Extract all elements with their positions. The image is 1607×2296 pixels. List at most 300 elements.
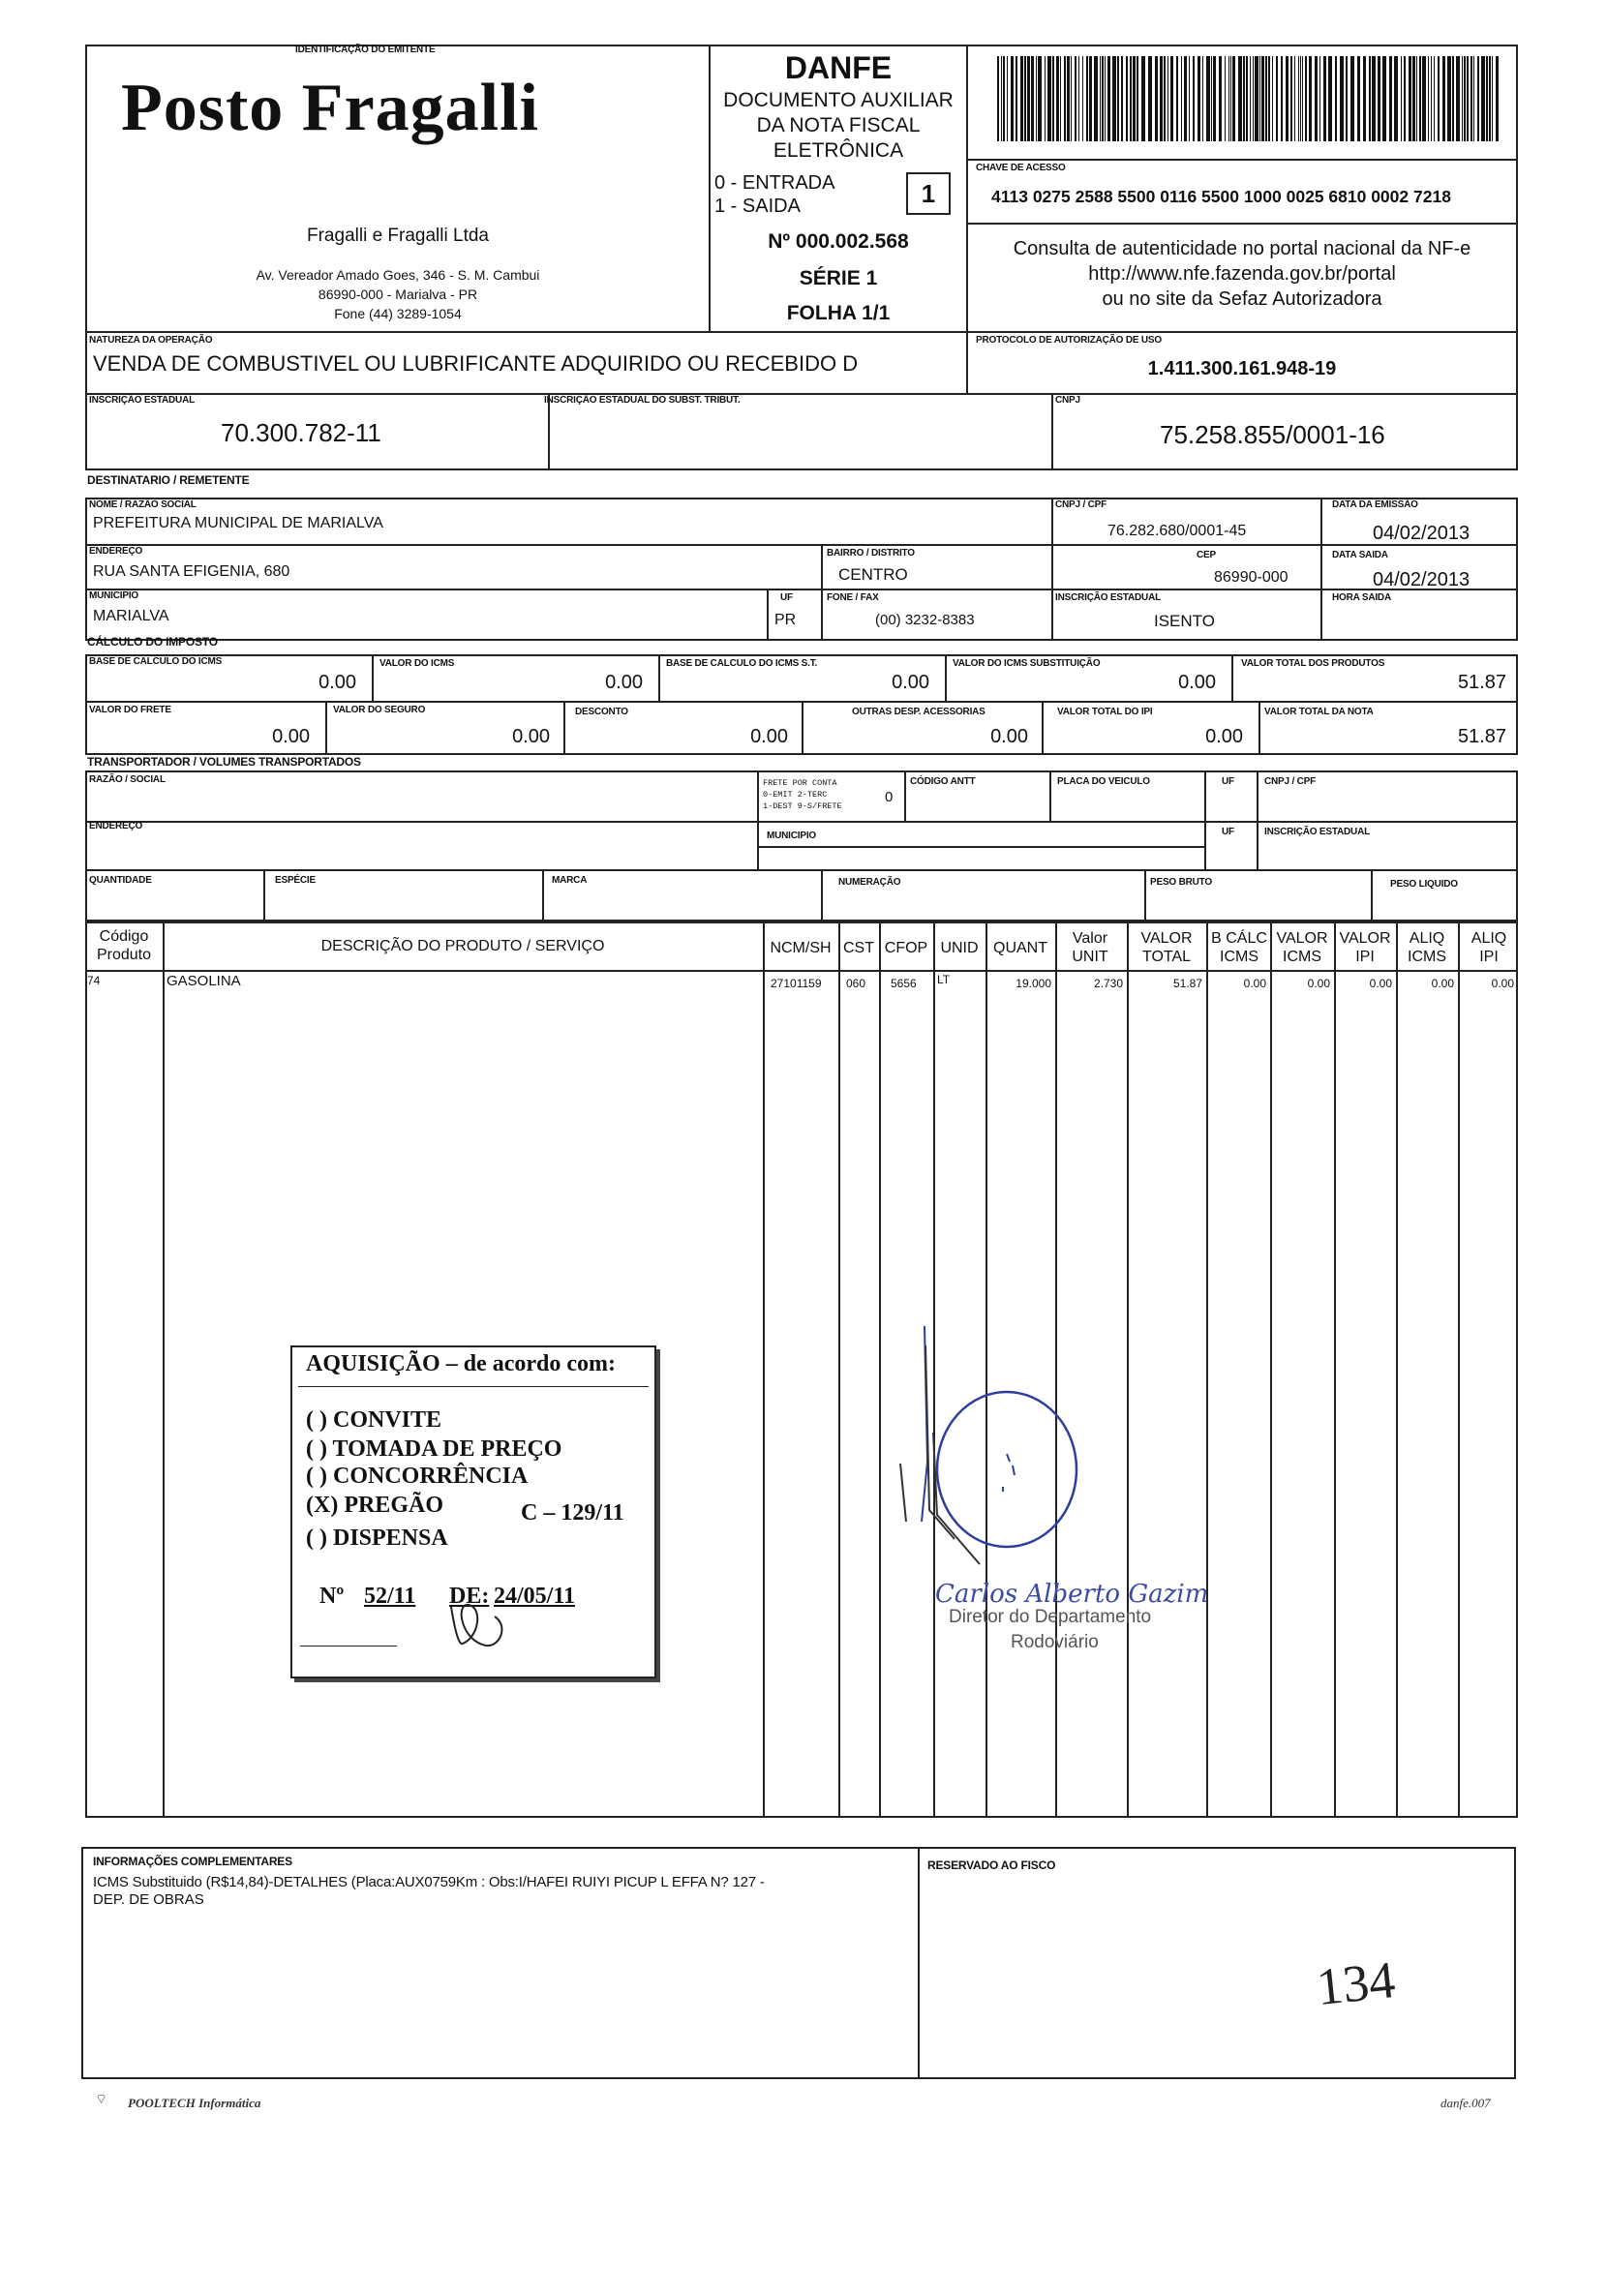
barcode-bar (1211, 56, 1212, 141)
ipi-label: VALOR TOTAL DO IPI (1057, 707, 1153, 717)
barcode-bar (1167, 56, 1168, 141)
frete-conta-2: 0-EMIT 2-TERC (763, 790, 828, 800)
col-line-12 (1396, 921, 1398, 1818)
barcode-bar (1438, 56, 1440, 141)
wifi-icon: ⌔ (95, 2091, 108, 2106)
inscricao-value: 70.300.782-11 (221, 418, 381, 447)
barcode-bar (1148, 56, 1152, 141)
barcode-bar (1492, 56, 1493, 141)
transp-v3 (1049, 770, 1051, 821)
vol-v2 (542, 869, 544, 921)
barcode-bar (1409, 56, 1411, 141)
row-valor-total: 51.87 (1172, 977, 1202, 990)
barcode-bar (1071, 56, 1072, 141)
barcode-bar (1416, 56, 1417, 141)
barcode-bar (1089, 56, 1092, 141)
danfe-serie: SÉRIE 1 (799, 267, 878, 289)
natureza-value: VENDA DE COMBUSTIVEL OU LUBRIFICANTE ADQUIRIDO OU RECEBIDO D (93, 351, 859, 376)
row-valor-icms: 0.00 (1307, 977, 1330, 990)
barcode-bar (1176, 56, 1178, 141)
barcode-bar (1464, 56, 1466, 141)
destinatario-section-label: DESTINATARIO / REMETENTE (87, 473, 250, 487)
fisco-label: RESERVADO AO FISCO (927, 1858, 1056, 1872)
barcode-bar (1036, 56, 1037, 141)
frete-conta-1: FRETE POR CONTA (763, 778, 837, 788)
barcode-bar (1401, 56, 1402, 141)
informacoes-line2: DEP. DE OBRAS (93, 1891, 204, 1908)
barcode-bar (1357, 56, 1360, 141)
stamp-numero: 52/11 (364, 1584, 416, 1609)
total-produtos-label: VALOR TOTAL DOS PRODUTOS (1241, 658, 1385, 669)
transp-row-line (85, 821, 1518, 823)
valor-st-label: VALOR DO ICMS SUBSTITUIÇÃO (953, 658, 1101, 669)
dest-cnpj: 76.282.680/0001-45 (1107, 523, 1247, 539)
barcode-bar (1431, 56, 1432, 141)
barcode-bar (1206, 56, 1210, 141)
dest-row-line-1 (85, 544, 1518, 546)
barcode-bar (1117, 56, 1119, 141)
barcode-bar (1052, 56, 1054, 141)
danfe-tipo-box: 1 (906, 172, 951, 215)
col-line-11 (1334, 921, 1336, 1818)
dest-cep: 86990-000 (1214, 569, 1289, 586)
danfe-line2: DA NOTA FISCAL (756, 114, 921, 136)
barcode-bar (1372, 56, 1376, 141)
barcode-bar (1315, 56, 1318, 141)
imposto-section-label: CÁLCULO DO IMPOSTO (87, 635, 218, 649)
barcode-bar (1243, 56, 1245, 141)
barcode-bar (1082, 56, 1083, 141)
th-valor-unit: Valor UNIT (1072, 930, 1108, 965)
transp-ie-label: INSCRIÇÃO ESTADUAL (1264, 827, 1370, 837)
barcode-bar (1265, 56, 1267, 141)
th-aliq-ipi: ALIQ IPI (1471, 930, 1507, 965)
barcode-bar (1121, 56, 1123, 141)
dest-ie-label: INSCRIÇÃO ESTADUAL (1055, 592, 1161, 603)
barcode-bar (1290, 56, 1292, 141)
produtos-header-line (85, 970, 1518, 972)
desconto-value: 0.00 (750, 726, 788, 747)
dest-uf: PR (774, 612, 797, 628)
stamp-initials-scribble (441, 1587, 519, 1655)
consulta-line1: Consulta de autenticidade no portal nacional da NF-e (1013, 238, 1471, 259)
barcode-bar (1300, 56, 1301, 141)
barcode-bar (1137, 56, 1138, 141)
row-valor-unit: 2.730 (1093, 977, 1123, 990)
barcode-bar (1286, 56, 1289, 141)
signature-name: Carlos Alberto Gazim (935, 1580, 1209, 1609)
barcode-bar (1112, 56, 1116, 141)
chave-value: 4113 0275 2588 5500 0116 5500 1000 0025 6810 0002 7218 (991, 187, 1451, 206)
barcode-bar (1255, 56, 1258, 141)
dest-row-line-2 (85, 589, 1518, 590)
barcode-bar (1181, 56, 1182, 141)
row-valor-ipi: 0.00 (1369, 977, 1392, 990)
th-aliq-icms: ALIQ ICMS (1408, 930, 1446, 965)
barcode-bar (1298, 56, 1299, 141)
barcode-bar (1261, 56, 1264, 141)
barcode-bar (1164, 56, 1166, 141)
emitente-phone: Fone (44) 3289-1054 (334, 306, 462, 321)
dest-fone: (00) 3232-8383 (875, 612, 975, 628)
barcode-bar (1467, 56, 1469, 141)
th-valor-icms: VALOR ICMS (1276, 930, 1328, 965)
barcode-bar (1020, 56, 1023, 141)
col-line-9 (1206, 921, 1208, 1818)
barcode-bar (1412, 56, 1415, 141)
dest-vline-fone (821, 589, 823, 641)
stamp-opt-concorrencia: ( ) CONCORRÊNCIA (306, 1464, 529, 1489)
emitente-company: Fragalli e Fragalli Ltda (307, 226, 489, 246)
dest-bairro-label: BAIRRO / DISTRITO (827, 548, 915, 559)
barcode-bar (1419, 56, 1421, 141)
transp-municipio-label: MUNICIPIO (767, 831, 816, 841)
barcode-bar (1350, 56, 1354, 141)
dest-municipio-label: MUNICIPIO (89, 590, 138, 601)
dest-vline-cnpj (1051, 498, 1053, 641)
barcode-bar (1477, 56, 1479, 141)
barcode-bar (1141, 56, 1145, 141)
dest-nome-label: NOME / RAZÃO SOCIAL (89, 499, 197, 510)
seguro-label: VALOR DO SEGURO (333, 705, 426, 715)
barcode-bar (1155, 56, 1158, 141)
seguro-value: 0.00 (512, 726, 550, 747)
barcode-bar (1003, 56, 1005, 141)
row-bc-icms: 0.00 (1243, 977, 1266, 990)
total-produtos-value: 51.87 (1457, 672, 1506, 693)
transp-endereco-label: ENDEREÇO (89, 821, 143, 831)
especie-label: ESPÉCIE (275, 875, 316, 886)
barcode-bar (1102, 56, 1104, 141)
barcode-bar (1328, 56, 1332, 141)
outras-label: OUTRAS DESP. ACESSORIAS (852, 707, 985, 717)
handwritten-number: 134 (1314, 1949, 1398, 2017)
barcode-bar (1016, 56, 1017, 141)
barcode-bar (1305, 56, 1307, 141)
stamp-title: AQUISIÇÃO – de acordo com: (306, 1351, 616, 1376)
dest-cep-label: CEP (1197, 550, 1216, 560)
consulta-url: http://www.nfe.fazenda.gov.br/portal (1088, 263, 1396, 285)
barcode-bar (1130, 56, 1132, 141)
barcode-bar (1276, 56, 1278, 141)
barcode-bar (1086, 56, 1088, 141)
barcode-bar (1272, 56, 1273, 141)
row-codigo: 74 (87, 974, 101, 987)
transp-v4 (1204, 770, 1206, 871)
total-nota-value: 51.87 (1457, 726, 1506, 747)
barcode-bar (1105, 56, 1106, 141)
barcode-bar (1486, 56, 1488, 141)
barcode-bar (1250, 56, 1251, 141)
barcode-bar (1281, 56, 1283, 141)
danfe-numero: Nº 000.002.568 (768, 230, 909, 253)
inscricao-label: INSCRIÇÃO ESTADUAL (89, 395, 195, 406)
vol-v3 (821, 869, 823, 921)
placa-label: PLACA DO VEICULO (1057, 776, 1150, 787)
desconto-label: DESCONTO (575, 707, 628, 717)
barcode-bar (1447, 56, 1451, 141)
transp-uf2-label: UF (1222, 827, 1234, 837)
barcode-bar (1024, 56, 1026, 141)
consulta-line3: ou no site da Sefaz Autorizadora (1102, 288, 1382, 310)
barcode-bar (1268, 56, 1270, 141)
row-cfop: 5656 (891, 977, 917, 990)
emitente-address2: 86990-000 - Marialva - PR (318, 287, 478, 302)
row-unid: LT (937, 973, 951, 986)
barcode-bar (1238, 56, 1242, 141)
barcode-bar (1294, 56, 1295, 141)
stamp-pregao-ref: C – 129/11 (521, 1500, 624, 1526)
base-icms-value: 0.00 (318, 672, 356, 693)
danfe-entrada: 0 - ENTRADA (714, 172, 835, 194)
stamp-opt-tomada: ( ) TOMADA DE PREÇO (306, 1436, 562, 1462)
ipi-value: 0.00 (1205, 726, 1243, 747)
barcode (997, 56, 1499, 141)
barcode-bar (1038, 56, 1042, 141)
brand-logo: Posto Fragalli (121, 71, 539, 145)
barcode-bar (1462, 56, 1463, 141)
barcode-bar (1323, 56, 1326, 141)
footer-left: POOLTECH Informática (128, 2096, 261, 2110)
th-valor-ipi: VALOR IPI (1339, 930, 1391, 965)
barcode-bar (1309, 56, 1312, 141)
barcode-bar (1369, 56, 1371, 141)
footer-right: danfe.007 (1440, 2096, 1491, 2110)
barcode-bar (1133, 56, 1136, 141)
danfe-saida: 1 - SAIDA (714, 196, 801, 217)
dest-saida-label: DATA SAIDA (1332, 550, 1388, 560)
stamp-opt-pregao: (X) PREGÃO (306, 1493, 443, 1518)
dest-cnpj-label: CNPJ / CPF (1055, 499, 1107, 510)
th-cfop: CFOP (884, 940, 928, 956)
signature-mark (813, 1316, 1123, 1587)
barcode-bar (1232, 56, 1235, 141)
row-aliq-icms: 0.00 (1431, 977, 1454, 990)
barcode-bar (1335, 56, 1337, 141)
th-descricao: DESCRIÇÃO DO PRODUTO / SERVIÇO (320, 938, 605, 954)
barcode-bar (1496, 56, 1499, 141)
peso-bruto-label: PESO BRUTO (1150, 877, 1212, 888)
barcode-bar (1394, 56, 1398, 141)
vol-v1 (263, 869, 265, 921)
barcode-bar (1225, 56, 1226, 141)
dest-vline-uf (767, 589, 769, 641)
dest-saida: 04/02/2013 (1373, 569, 1471, 590)
barcode-bar (1302, 56, 1303, 141)
numeracao-label: NUMERAÇÃO (838, 877, 901, 888)
transportador-section-label: TRANSPORTADOR / VOLUMES TRANSPORTADOS (87, 755, 361, 769)
row-descricao: GASOLINA (167, 973, 241, 989)
barcode-bar (1319, 56, 1320, 141)
barcode-bar (1389, 56, 1392, 141)
barcode-bar (997, 56, 999, 141)
valor-icms-label: VALOR DO ICMS (379, 658, 455, 669)
barcode-bar (1202, 56, 1203, 141)
barcode-bar (1094, 56, 1098, 141)
barcode-bar (1126, 56, 1128, 141)
barcode-bar (1473, 56, 1474, 141)
barcode-bar (1107, 56, 1110, 141)
th-ncm: NCM/SH (770, 940, 832, 956)
transp-v1 (757, 770, 759, 871)
dest-endereco-label: ENDEREÇO (89, 546, 143, 557)
dest-endereco: RUA SANTA EFIGENIA, 680 (93, 563, 290, 580)
frete-conta-value: 0 (885, 789, 894, 805)
barcode-bar (1382, 56, 1386, 141)
th-quant: QUANT (993, 940, 1047, 956)
dest-emissao: 04/02/2013 (1373, 523, 1471, 544)
stamp-opt-dispensa: ( ) DISPENSA (306, 1526, 448, 1551)
quantidade-label: QUANTIDADE (89, 875, 152, 886)
emitente-section-label: IDENTIFICAÇÃO DO EMITENTE (295, 45, 436, 55)
stamp-opt-convite: ( ) CONVITE (306, 1407, 442, 1433)
frete-conta-3: 1-DEST 9-S/FRETE (763, 801, 842, 811)
barcode-bar (1047, 56, 1051, 141)
dest-nome: PREFEITURA MUNICIPAL DE MARIALVA (93, 515, 383, 531)
transp-v2 (904, 770, 906, 821)
dest-fone-label: FONE / FAX (827, 592, 879, 603)
barcode-bar (1259, 56, 1260, 141)
outras-value: 0.00 (990, 726, 1028, 747)
row-ncm: 27101159 (771, 977, 822, 990)
barcode-bar (1363, 56, 1366, 141)
transp-v5 (1257, 770, 1258, 871)
barcode-bar (1434, 56, 1435, 141)
col-line-2 (763, 921, 765, 1818)
dest-bairro: CENTRO (838, 565, 908, 584)
frete-value: 0.00 (272, 726, 310, 747)
barcode-bar (1404, 56, 1406, 141)
barcode-bar (1481, 56, 1485, 141)
danfe-folha: FOLHA 1/1 (786, 302, 891, 324)
protocolo-value: 1.411.300.161.948-19 (1147, 358, 1337, 379)
inscricao-subst-label: INSCRIÇÃO ESTADUAL DO SUBST. TRIBUT. (544, 395, 741, 406)
barcode-bar (1471, 56, 1472, 141)
base-icms-label: BASE DE CALCULO DO ICMS (89, 656, 223, 667)
barcode-bar (1428, 56, 1429, 141)
barcode-bar (1045, 56, 1046, 141)
row-quant: 19.000 (1016, 977, 1051, 990)
barcode-bar (1001, 56, 1002, 141)
barcode-bar (1456, 56, 1460, 141)
barcode-bar (1075, 56, 1076, 141)
antt-label: CÓDIGO ANTT (910, 776, 976, 787)
valor-icms-value: 0.00 (605, 672, 643, 693)
signature-role1: Diretor do Departamento (949, 1607, 1152, 1627)
row-cst: 060 (846, 977, 866, 990)
stamp-numero-prefix: Nº (319, 1584, 345, 1609)
natureza-label: NATUREZA DA OPERAÇÃO (89, 335, 213, 346)
barcode-bar (1442, 56, 1445, 141)
barcode-bar (1253, 56, 1254, 141)
dest-emissao-label: DATA DA EMISSÃO (1332, 499, 1418, 510)
barcode-bar (1100, 56, 1101, 141)
barcode-bar (1011, 56, 1014, 141)
fisco-box (918, 1847, 1516, 2079)
stamp-data-prefix: DE: (449, 1584, 490, 1609)
th-codigo: Código Produto (96, 928, 152, 963)
frete-label: VALOR DO FRETE (89, 705, 171, 715)
barcode-bar (1246, 56, 1248, 141)
barcode-bar (1213, 56, 1216, 141)
dest-hora-label: HORA SAIDA (1332, 592, 1391, 603)
barcode-bar (1198, 56, 1200, 141)
danfe-line3: ELETRÔNICA (773, 139, 904, 162)
barcode-bar (1193, 56, 1195, 141)
dest-municipio: MARIALVA (93, 608, 169, 624)
barcode-bar (1230, 56, 1231, 141)
barcode-bar (1346, 56, 1348, 141)
col-line-8 (1127, 921, 1129, 1818)
transp-municipio-line (757, 846, 1204, 848)
dest-vline-date (1320, 498, 1322, 641)
th-cst: CST (843, 940, 874, 956)
informacoes-line1: ICMS Substituido (R$14,84)-DETALHES (Placa:AUX0759Km : Obs:I/HAFEI RUIYI PICUP L EFFA N? 127 - (93, 1874, 765, 1890)
base-st-label: BASE DE CALCULO DO ICMS S.T. (666, 658, 818, 669)
barcode-bar (1422, 56, 1426, 141)
emitente-address1: Av. Vereador Amado Goes, 346 - S. M. Cambui (256, 267, 540, 283)
barcode-bar (1452, 56, 1454, 141)
col-line-13 (1458, 921, 1460, 1818)
col-line-1 (163, 921, 165, 1818)
barcode-bar (1027, 56, 1030, 141)
barcode-bar (1340, 56, 1344, 141)
barcode-bar (1489, 56, 1491, 141)
barcode-bar (1184, 56, 1187, 141)
dest-vline-bairro (821, 544, 823, 589)
barcode-bar (1060, 56, 1061, 141)
dest-ie: ISENTO (1154, 612, 1215, 630)
total-nota-label: VALOR TOTAL DA NOTA (1264, 707, 1374, 717)
signature-role2: Rodoviário (1011, 1632, 1099, 1652)
emitente-cnpj-label: CNPJ (1055, 395, 1080, 406)
dest-uf-label: UF (780, 592, 793, 603)
chave-label: CHAVE DE ACESSO (976, 163, 1066, 173)
barcode-bar (1219, 56, 1222, 141)
vol-v5 (1371, 869, 1373, 921)
barcode-bar (1078, 56, 1079, 141)
valor-st-value: 0.00 (1178, 672, 1216, 693)
row-aliq-ipi: 0.00 (1491, 977, 1514, 990)
danfe-line1: DOCUMENTO AUXILIAR (723, 89, 954, 111)
th-bc-icms: B CÁLC ICMS (1211, 930, 1267, 965)
col-line-10 (1270, 921, 1272, 1818)
vol-v4 (1144, 869, 1146, 921)
stamp-title-line (298, 1386, 649, 1387)
informacoes-label: INFORMAÇÕES COMPLEMENTARES (93, 1855, 292, 1868)
barcode-bar (1064, 56, 1066, 141)
transp-cnpj-label: CNPJ / CPF (1264, 776, 1317, 787)
th-unid: UNID (940, 940, 979, 956)
transp-uf-label: UF (1222, 776, 1234, 787)
barcode-bar (1007, 56, 1008, 141)
emitente-cnpj-value: 75.258.855/0001-16 (1160, 420, 1385, 449)
peso-liquido-label: PESO LIQUIDO (1390, 879, 1458, 890)
barcode-bar (1228, 56, 1229, 141)
barcode-bar (1056, 56, 1059, 141)
danfe-title: DANFE (784, 50, 893, 85)
base-st-value: 0.00 (892, 672, 929, 693)
barcode-bar (1031, 56, 1034, 141)
transp-razao-label: RAZÃO / SOCIAL (89, 774, 166, 785)
barcode-bar (1067, 56, 1070, 141)
stamp-data: 24/05/11 (494, 1584, 576, 1609)
marca-label: MARCA (552, 875, 588, 886)
barcode-bar (1189, 56, 1190, 141)
barcode-bar (1160, 56, 1163, 141)
barcode-bar (1378, 56, 1380, 141)
th-valor-total: VALOR TOTAL (1140, 930, 1193, 965)
